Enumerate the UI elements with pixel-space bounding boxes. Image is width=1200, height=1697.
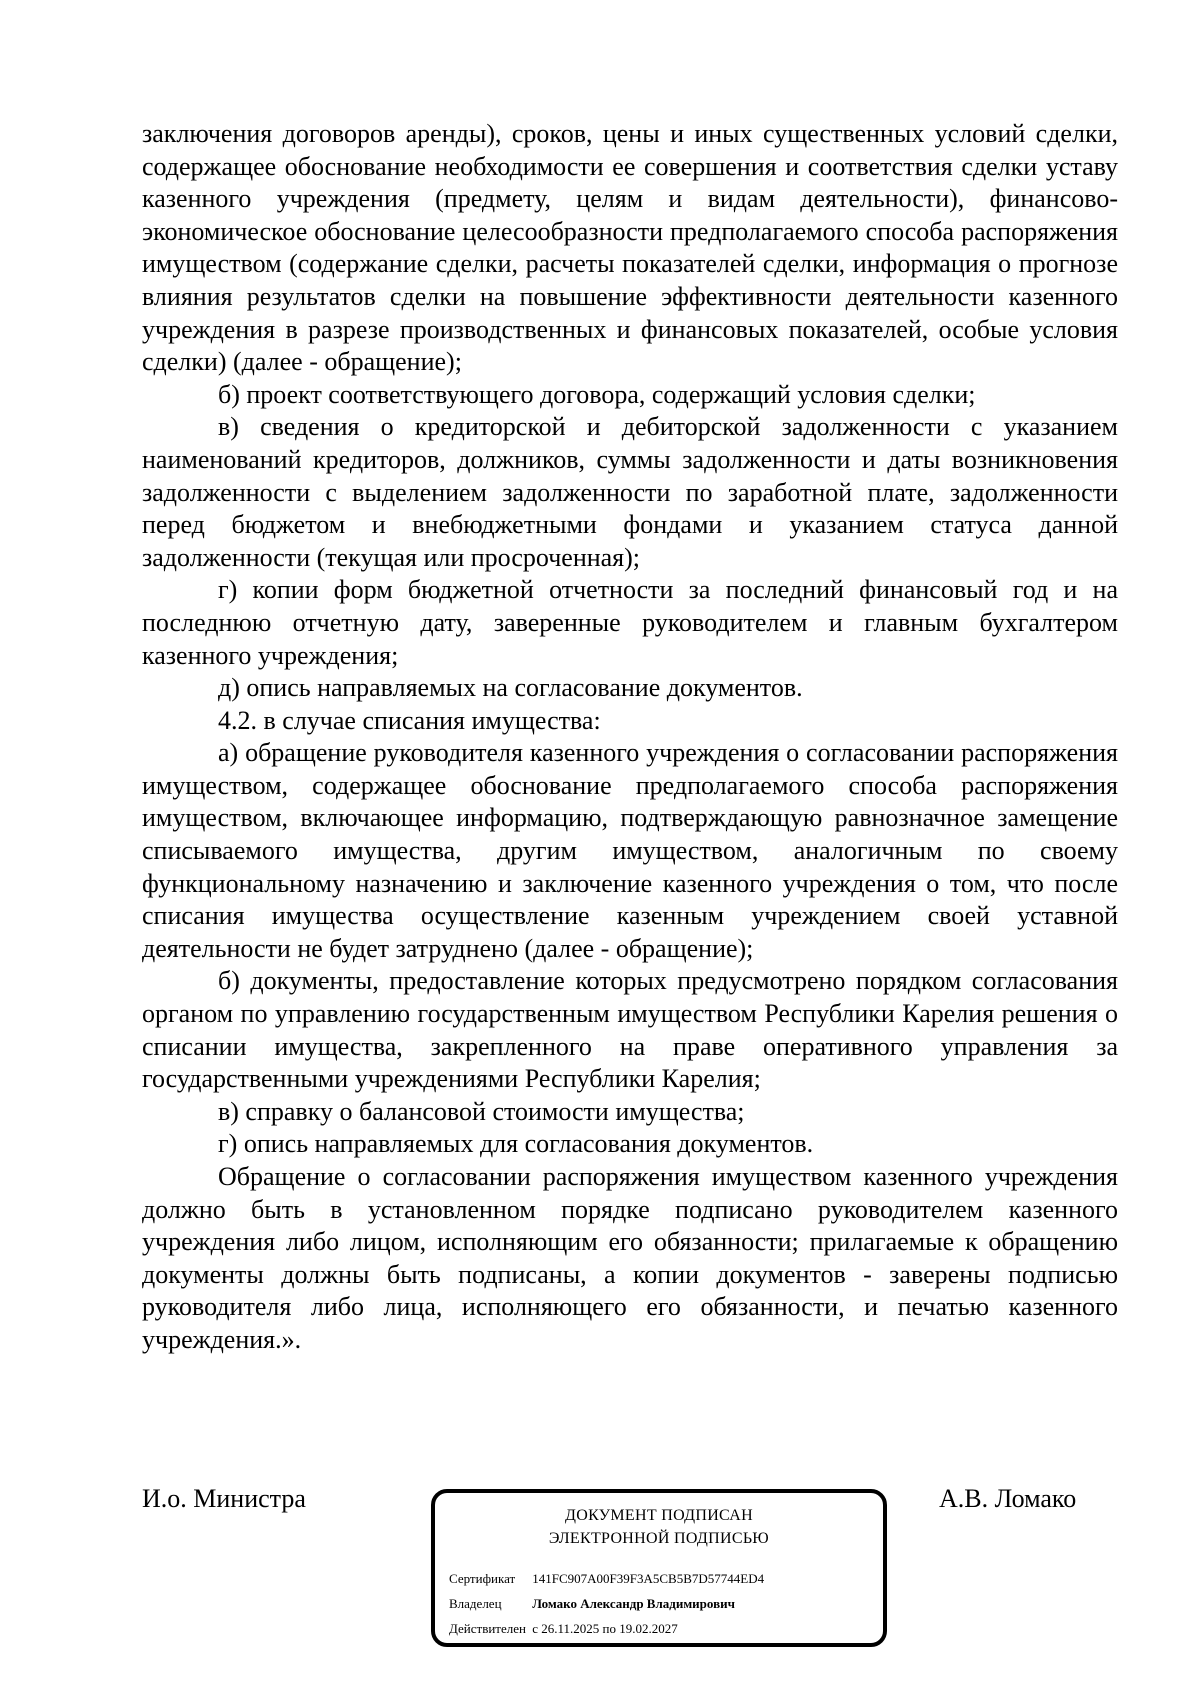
electronic-signature-stamp (431, 1489, 887, 1647)
paragraph-item-b-2: б) документы, предоставление которых предусмотрено порядком согласования органом по управлению государственным имуществом Республики Карелия решения о списании имущества, закрепленного на праве оперативного управления за государственными учреждениями Республики Карелия; (142, 966, 1118, 1094)
paragraph-item-d: д) опись направляемых на согласование документов. (218, 673, 803, 703)
stamp-owner-value: Ломако Александр Владимирович (532, 1596, 735, 1611)
stamp-owner-label: Владелец (449, 1596, 502, 1611)
paragraph-item-a-2: а) обращение руководителя казенного учреждения о согласовании распоряжения имуществом, содержащее обоснование предполагаемого способа распоряжения имуществом, включающее информацию, подтверждающую равнозначное замещение списываемого имущества, другим имуществом, аналогичным по своему функциональному назначению и заключение казенного учреждения о том, что после списания имущества осуществление казенным учреждением своей уставной деятельности не будет затруднено (далее - обращение); (142, 738, 1118, 963)
stamp-valid-value: с 26.11.2025 по 19.02.2027 (532, 1621, 678, 1636)
paragraph-item-g: г) копии форм бюджетной отчетности за последний финансовый год и на последнюю отчетную дату, заверенные руководителем и главным бухгалтером казенного учреждения; (142, 575, 1118, 670)
paragraph-closing: Обращение о согласовании распоряжения имуществом казенного учреждения должно быть в установленном порядке подписано руководителем казенного учреждения либо лицом, исполняющим его обязанности; прилагаемые к обращению документы должны быть подписаны, а копии документов - заверены подписью руководителя либо лица, исполняющего его обязанности, и печатью казенного учреждения.». (142, 1162, 1118, 1354)
paragraph-item-v-2: в) справку о балансовой стоимости имущества; (218, 1096, 745, 1126)
paragraph-item-v: в) сведения о кредиторской и дебиторской задолженности с указанием наименований кредиторов, должников, суммы задолженности и даты возникновения задолженности с выделением задолженности по заработной плате, задолженности перед бюджетом и внебюджетными фондами и указанием статуса данной задолженности (текущая или просроченная); (142, 412, 1118, 572)
stamp-owner-row (449, 1596, 735, 1612)
document-body (142, 118, 1118, 1357)
paragraph-continuation: заключения договоров аренды), сроков, цены и иных существенных условий сделки, содержащее обоснование необходимости ее совершения и соответствия сделки уставу казенного учреждения (предмету, целям и видам деятельности), финансово-экономическое обоснование целесообразности предполагаемого способа распоряжения имуществом (содержание сделки, расчеты показателей сделки, информация о прогнозе влияния результатов сделки на повышение эффективности деятельности казенного учреждения в разрезе производственных и финансовых показателей, особые условия сделки) (далее - обращение); (142, 119, 1118, 377)
stamp-certificate-label: Сертификат (449, 1571, 516, 1586)
stamp-certificate-value: 141FC907A00F39F3A5CB5B7D57744ED4 (532, 1571, 765, 1586)
paragraph-section-4-2: 4.2. в случае списания имущества: (218, 705, 601, 735)
signer-name: А.В. Ломако (939, 1484, 1077, 1513)
paragraph-item-g-2: г) опись направляемых для согласования документов. (218, 1129, 814, 1159)
stamp-title-line1: ДОКУМЕНТ ПОДПИСАН (565, 1507, 753, 1524)
signer-position: И.о. Министра (142, 1484, 306, 1513)
stamp-certificate-row (449, 1571, 764, 1587)
stamp-valid-row (449, 1621, 678, 1637)
stamp-title-line2: ЭЛЕКТРОННОЙ ПОДПИСЬЮ (548, 1530, 770, 1547)
stamp-valid-label: Действителен (449, 1621, 526, 1636)
paragraph-item-b: б) проект соответствующего договора, содержащий условия сделки; (218, 379, 976, 409)
